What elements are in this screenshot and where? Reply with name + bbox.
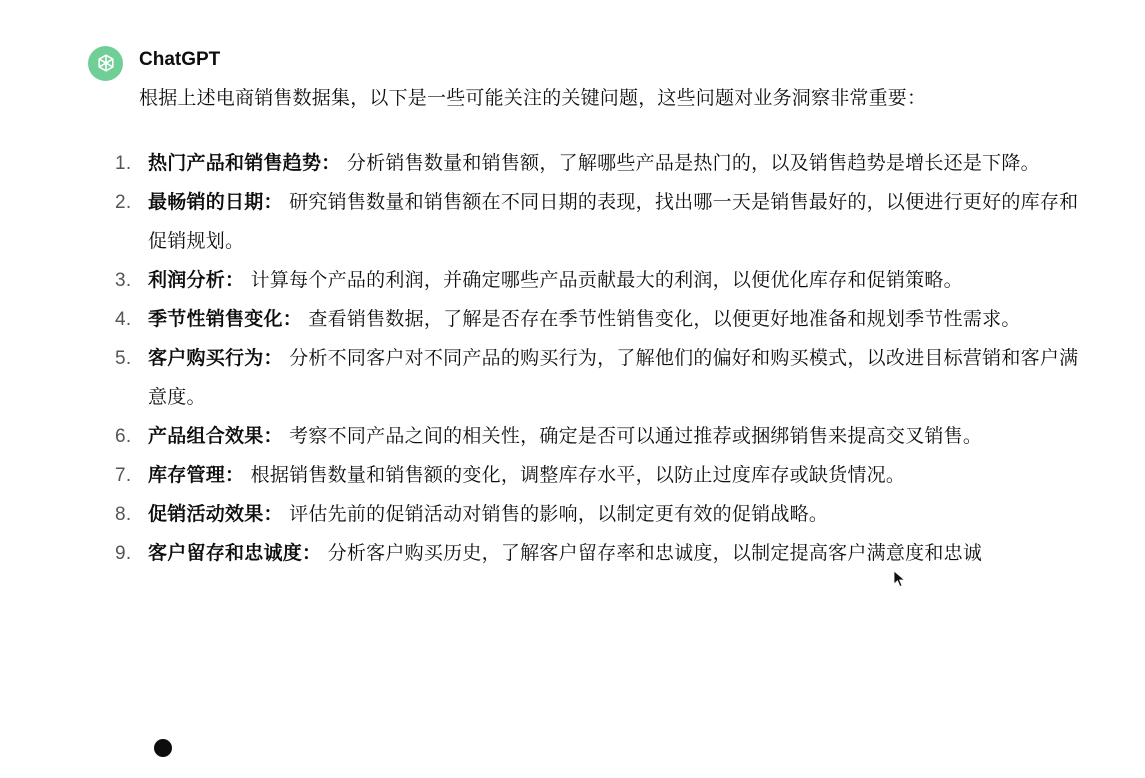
list-item-body: 分析客户购买历史，了解客户留存率和忠诚度，以制定提高客户满意度和忠诚 [327,542,983,564]
list-item-title: 产品组合效果： [148,425,283,447]
message-intro: 根据上述电商销售数据集，以下是一些可能关注的关键问题，这些问题对业务洞察非常重要： [139,87,927,109]
list-item [115,456,1095,495]
list-item-body: 评估先前的促销活动对销售的影响，以制定更有效的促销战略。 [289,503,829,525]
list-item-number: 5. [115,348,132,369]
list-item-title: 客户购买行为： [148,347,283,369]
list-item [115,417,1095,456]
list-item-body: 查看销售数据，了解是否存在季节性销售变化，以便更好地准备和规划季节性需求。 [308,308,1021,330]
list-item-number: 3. [115,270,132,291]
list-item-number: 4. [115,309,132,330]
list-item [115,183,1095,261]
list-item-body: 考察不同产品之间的相关性，确定是否可以通过推荐或捆绑销售来提高交叉销售。 [289,425,983,447]
list-item-title: 利润分析： [148,269,245,291]
list-item [115,261,1095,300]
list-item-number: 1. [115,153,132,174]
list-item-title: 热门产品和销售趋势： [148,152,341,174]
list-item-body: 根据销售数量和销售额的变化，调整库存水平，以防止过度库存或缺货情况。 [250,464,906,486]
list-item-body: 计算每个产品的利润，并确定哪些产品贡献最大的利润，以便优化库存和促销策略。 [250,269,963,291]
list-item-body: 分析销售数量和销售额，了解哪些产品是热门的，以及销售趋势是增长还是下降。 [346,152,1040,174]
list-item [115,534,1095,573]
list-item-number: 2. [115,192,132,213]
list-item-title: 促销活动效果： [148,503,283,525]
openai-logo-icon-glyph [94,52,118,76]
key-questions-list [115,144,1095,573]
streaming-cursor-icon [154,739,172,757]
list-item-number: 9. [115,543,132,564]
list-item-title: 季节性销售变化： [148,308,303,330]
list-item-body: 分析不同客户对不同产品的购买行为，了解他们的偏好和购买模式，以改进目标营销和客户满意度。 [148,347,1079,408]
list-item [115,339,1095,417]
list-item [115,144,1095,183]
list-item-title: 最畅销的日期： [148,191,283,213]
list-item-number: 6. [115,426,132,447]
list-item-title: 客户留存和忠诚度： [148,542,322,564]
list-item-body: 研究销售数量和销售额在不同日期的表现，找出哪一天是销售最好的，以便进行更好的库存和促销规划。 [148,191,1079,252]
openai-logo-icon [88,46,123,81]
message-author: ChatGPT [139,49,221,70]
list-item [115,300,1095,339]
mouse-pointer-icon [893,570,907,588]
list-item-title: 库存管理： [148,464,245,486]
list-item-number: 8. [115,504,132,525]
list-item-number: 7. [115,465,132,486]
list-item [115,495,1095,534]
